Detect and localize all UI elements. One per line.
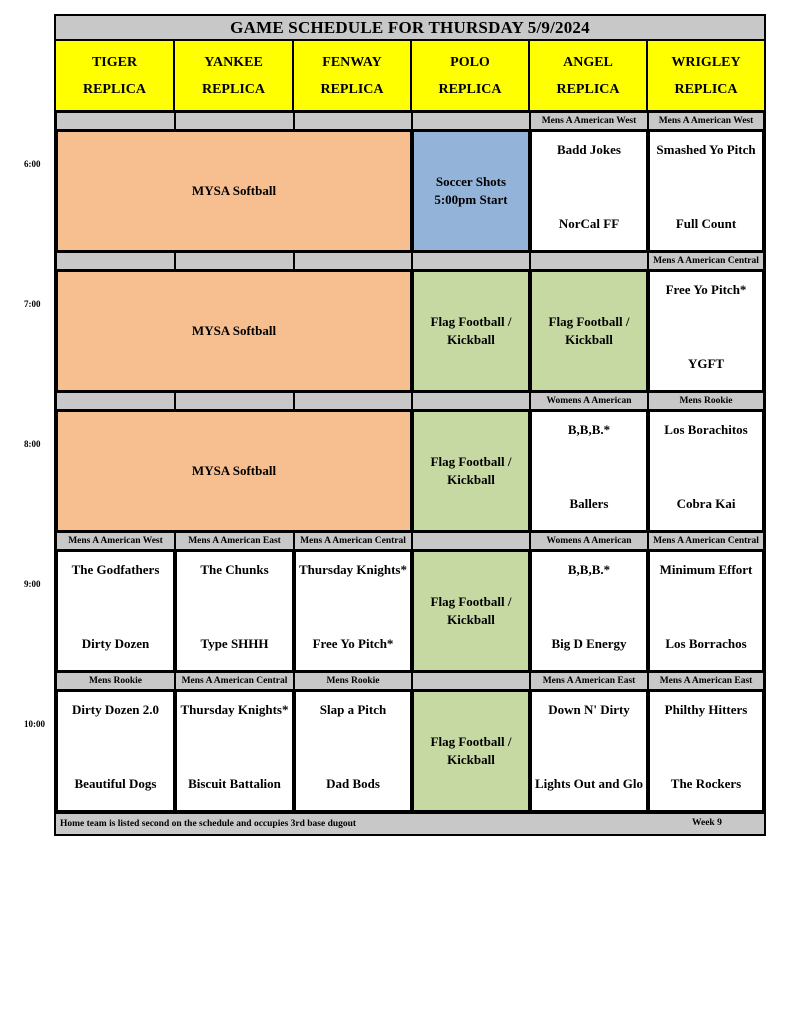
division-label: Womens A American — [530, 392, 648, 410]
away-team: Slap a Pitch — [319, 702, 387, 717]
game-cell — [294, 690, 412, 812]
game-cell — [648, 410, 764, 532]
field-name: WRIGLEY — [671, 54, 741, 70]
game-cell — [175, 690, 294, 812]
division-label — [412, 112, 530, 130]
division-label — [175, 392, 294, 410]
event-block: MYSA Softball — [56, 410, 412, 532]
away-team: Los Borachitos — [664, 422, 748, 437]
game-cell — [175, 550, 294, 672]
event-block: MYSA Softball — [56, 130, 412, 252]
home-team: Lights Out and Glo — [534, 776, 643, 791]
away-team: B,B,B.* — [567, 562, 611, 577]
away-team: Badd Jokes — [557, 142, 621, 157]
division-label: Mens A American East — [530, 672, 648, 690]
division-label — [412, 672, 530, 690]
event-block: Flag Football / Kickball — [412, 690, 530, 812]
field-header-polo — [412, 41, 530, 112]
division-label — [294, 252, 412, 270]
division-label — [56, 112, 175, 130]
division-label — [56, 252, 175, 270]
away-team: The Chunks — [200, 562, 269, 577]
home-team: Free Yo Pitch* — [312, 636, 394, 651]
field-subtitle: REPLICA — [320, 81, 384, 97]
division-label: Mens Rookie — [648, 392, 764, 410]
schedule-title: GAME SCHEDULE FOR THURSDAY 5/9/2024 — [56, 16, 764, 41]
division-label: Womens A American — [530, 532, 648, 550]
division-label: Mens A American Central — [648, 252, 764, 270]
event-block: Flag Football / Kickball — [530, 270, 648, 392]
game-cell — [294, 550, 412, 672]
time-label: 7:00 — [24, 299, 41, 309]
event-block: Flag Football / Kickball — [412, 410, 530, 532]
game-cell — [648, 690, 764, 812]
home-team: The Rockers — [670, 776, 742, 791]
game-cell — [56, 550, 175, 672]
home-team: Ballers — [569, 496, 609, 511]
away-team: Smashed Yo Pitch — [656, 142, 756, 157]
event-block: Flag Football / Kickball — [412, 550, 530, 672]
field-subtitle: REPLICA — [556, 81, 620, 97]
field-subtitle: REPLICA — [674, 81, 738, 97]
home-team: Full Count — [675, 216, 737, 231]
schedule-table — [54, 14, 766, 836]
away-team: Down N' Dirty — [548, 702, 630, 717]
time-label: 9:00 — [24, 579, 41, 589]
time-label: 10:00 — [24, 719, 45, 729]
division-label: Mens A American East — [648, 672, 764, 690]
field-name: FENWAY — [322, 54, 382, 70]
away-team: The Godfathers — [71, 562, 160, 577]
away-team: Philthy Hitters — [664, 702, 748, 717]
field-name: POLO — [450, 54, 490, 70]
game-cell — [530, 690, 648, 812]
game-cell — [648, 550, 764, 672]
game-cell — [648, 130, 764, 252]
event-block: Soccer Shots 5:00pm Start — [412, 130, 530, 252]
field-subtitle: REPLICA — [201, 81, 265, 97]
home-team: Cobra Kai — [676, 496, 736, 511]
game-cell — [648, 270, 764, 392]
division-label — [175, 252, 294, 270]
away-team: B,B,B.* — [567, 422, 611, 437]
time-label: 6:00 — [24, 159, 41, 169]
home-team: Biscuit Battalion — [188, 776, 281, 791]
event-block: Flag Football / Kickball — [412, 270, 530, 392]
game-cell — [56, 690, 175, 812]
division-label — [412, 392, 530, 410]
field-header-angel — [530, 41, 648, 112]
home-team: Dirty Dozen — [81, 636, 150, 651]
away-team: Thursday Knights* — [298, 562, 407, 577]
division-label: Mens A American Central — [648, 532, 764, 550]
field-name: YANKEE — [204, 54, 263, 70]
division-label: Mens A American Central — [294, 532, 412, 550]
home-team: Big D Energy — [551, 636, 627, 651]
footer-note: Home team is listed second on the schedule and occupies 3rd base dugout — [56, 812, 764, 834]
division-label: Mens A American East — [175, 532, 294, 550]
field-header-wrigley — [648, 41, 764, 112]
division-label — [530, 252, 648, 270]
division-label — [175, 112, 294, 130]
division-label: Mens A American Central — [175, 672, 294, 690]
division-label — [56, 392, 175, 410]
field-header-tiger — [56, 41, 175, 112]
field-name: ANGEL — [563, 54, 613, 70]
home-team: Dad Bods — [326, 776, 380, 791]
division-label: Mens Rookie — [56, 672, 175, 690]
field-subtitle: REPLICA — [82, 81, 146, 97]
week-label: Week 9 — [692, 818, 722, 828]
field-subtitle: REPLICA — [438, 81, 502, 97]
away-team: Minimum Effort — [659, 562, 753, 577]
division-label: Mens A American West — [530, 112, 648, 130]
division-label: Mens A American West — [56, 532, 175, 550]
away-team: Free Yo Pitch* — [665, 282, 747, 297]
division-label — [294, 112, 412, 130]
home-team: NorCal FF — [558, 216, 620, 231]
field-header-fenway — [294, 41, 412, 112]
game-cell — [530, 410, 648, 532]
event-block: MYSA Softball — [56, 270, 412, 392]
home-team: Beautiful Dogs — [74, 776, 157, 791]
away-team: Thursday Knights* — [180, 702, 289, 717]
home-team: Type SHHH — [200, 636, 269, 651]
division-label — [412, 252, 530, 270]
division-label — [294, 392, 412, 410]
division-label: Mens A American West — [648, 112, 764, 130]
field-header-yankee — [175, 41, 294, 112]
time-label: 8:00 — [24, 439, 41, 449]
home-team: YGFT — [687, 356, 725, 371]
home-team: Los Borrachos — [665, 636, 747, 651]
game-cell — [530, 550, 648, 672]
game-cell — [530, 130, 648, 252]
field-name: TIGER — [91, 54, 138, 70]
division-label: Mens Rookie — [294, 672, 412, 690]
away-team: Dirty Dozen 2.0 — [71, 702, 159, 717]
division-label — [412, 532, 530, 550]
